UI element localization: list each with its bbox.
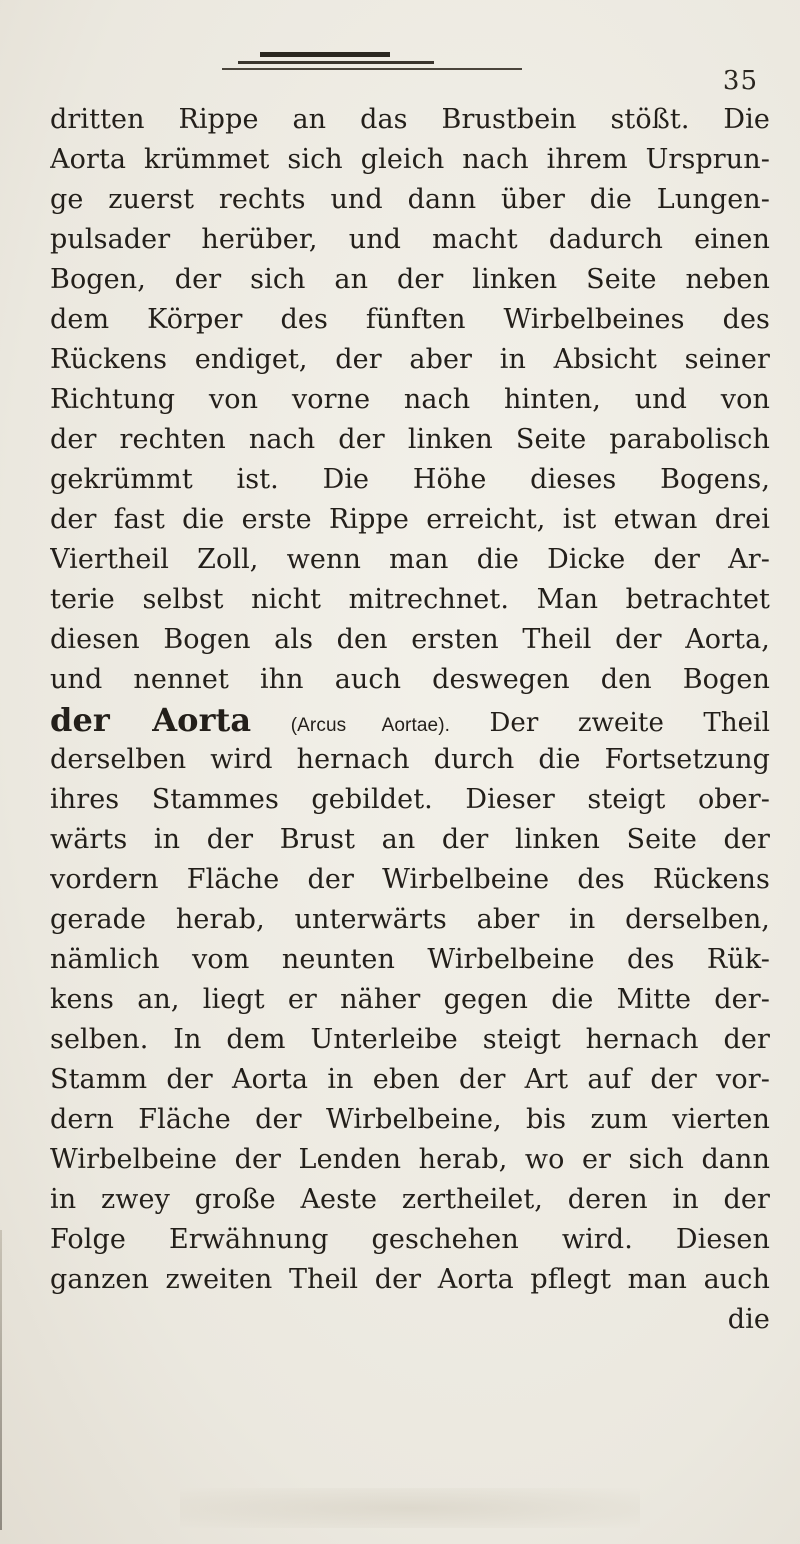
- catchword: die: [727, 1304, 770, 1335]
- text-line: gekrümmt ist. Die Höhe dieses Bogens,: [50, 464, 770, 495]
- text-line: Stamm der Aorta in eben der Art auf der vor-: [50, 1064, 770, 1095]
- text-fragment: Der zweite Theil: [489, 708, 770, 738]
- text-line: kens an, liegt er näher gegen die Mitte der-: [50, 984, 770, 1015]
- text-line: pulsader herüber, und macht dadurch einen: [50, 224, 770, 255]
- text-line: der fast die erste Rippe erreicht, ist etwan drei: [50, 504, 770, 535]
- text-line: Folge Erwähnung geschehen wird. Diesen: [50, 1224, 770, 1255]
- page-edge-shadow: [0, 1230, 2, 1530]
- paper-stain: [180, 1488, 640, 1528]
- text-line: selben. In dem Unterleibe steigt hernach der: [50, 1024, 770, 1055]
- text-line: Bogen, der sich an der linken Seite neben: [50, 264, 770, 295]
- text-line: Viertheil Zoll, wenn man die Dicke der Ar-: [50, 544, 770, 575]
- text-line: ge zuerst rechts und dann über die Lungen-: [50, 184, 770, 215]
- text-line: dern Fläche der Wirbelbeine, bis zum vierten: [50, 1104, 770, 1135]
- term-aorta-arch: der Aorta: [50, 701, 252, 739]
- header-rule-ornament: [222, 50, 522, 78]
- text-line: wärts in der Brust an der linken Seite der: [50, 824, 770, 855]
- page-number: 35: [722, 66, 758, 96]
- text-line: in zwey große Aeste zertheilet, deren in der: [50, 1184, 770, 1215]
- text-line: ihres Stammes gebildet. Dieser steigt ober-: [50, 784, 770, 815]
- text-line: und nennet ihn auch deswegen den Bogen: [50, 664, 770, 695]
- text-line: Aorta krümmet sich gleich nach ihrem Ursprun-: [50, 144, 770, 175]
- text-line: gerade herab, unterwärts aber in derselben,: [50, 904, 770, 935]
- text-line: dem Körper des fünften Wirbelbeines des: [50, 304, 770, 335]
- text-line: dritten Rippe an das Brustbein stößt. Die: [50, 104, 770, 135]
- text-line: diesen Bogen als den ersten Theil der Aorta,: [50, 624, 770, 655]
- latin-term: (Arcus Aortae).: [290, 715, 451, 736]
- text-line: nämlich vom neunten Wirbelbeine des Rük-: [50, 944, 770, 975]
- text-line: Wirbelbeine der Lenden herab, wo er sich dann: [50, 1144, 770, 1175]
- text-line: terie selbst nicht mitrechnet. Man betrachtet: [50, 584, 770, 615]
- body-text: [50, 100, 770, 1340]
- text-line: Richtung von vorne nach hinten, und von: [50, 384, 770, 415]
- term-heading-line: [50, 700, 770, 740]
- text-line: ganzen zweiten Theil der Aorta pflegt man auch: [50, 1264, 770, 1295]
- text-line: vordern Fläche der Wirbelbeine des Rückens: [50, 864, 770, 895]
- text-line: der rechten nach der linken Seite parabolisch: [50, 424, 770, 455]
- text-line: derselben wird hernach durch die Fortsetzung: [50, 744, 770, 775]
- text-line: Rückens endiget, der aber in Absicht seiner: [50, 344, 770, 375]
